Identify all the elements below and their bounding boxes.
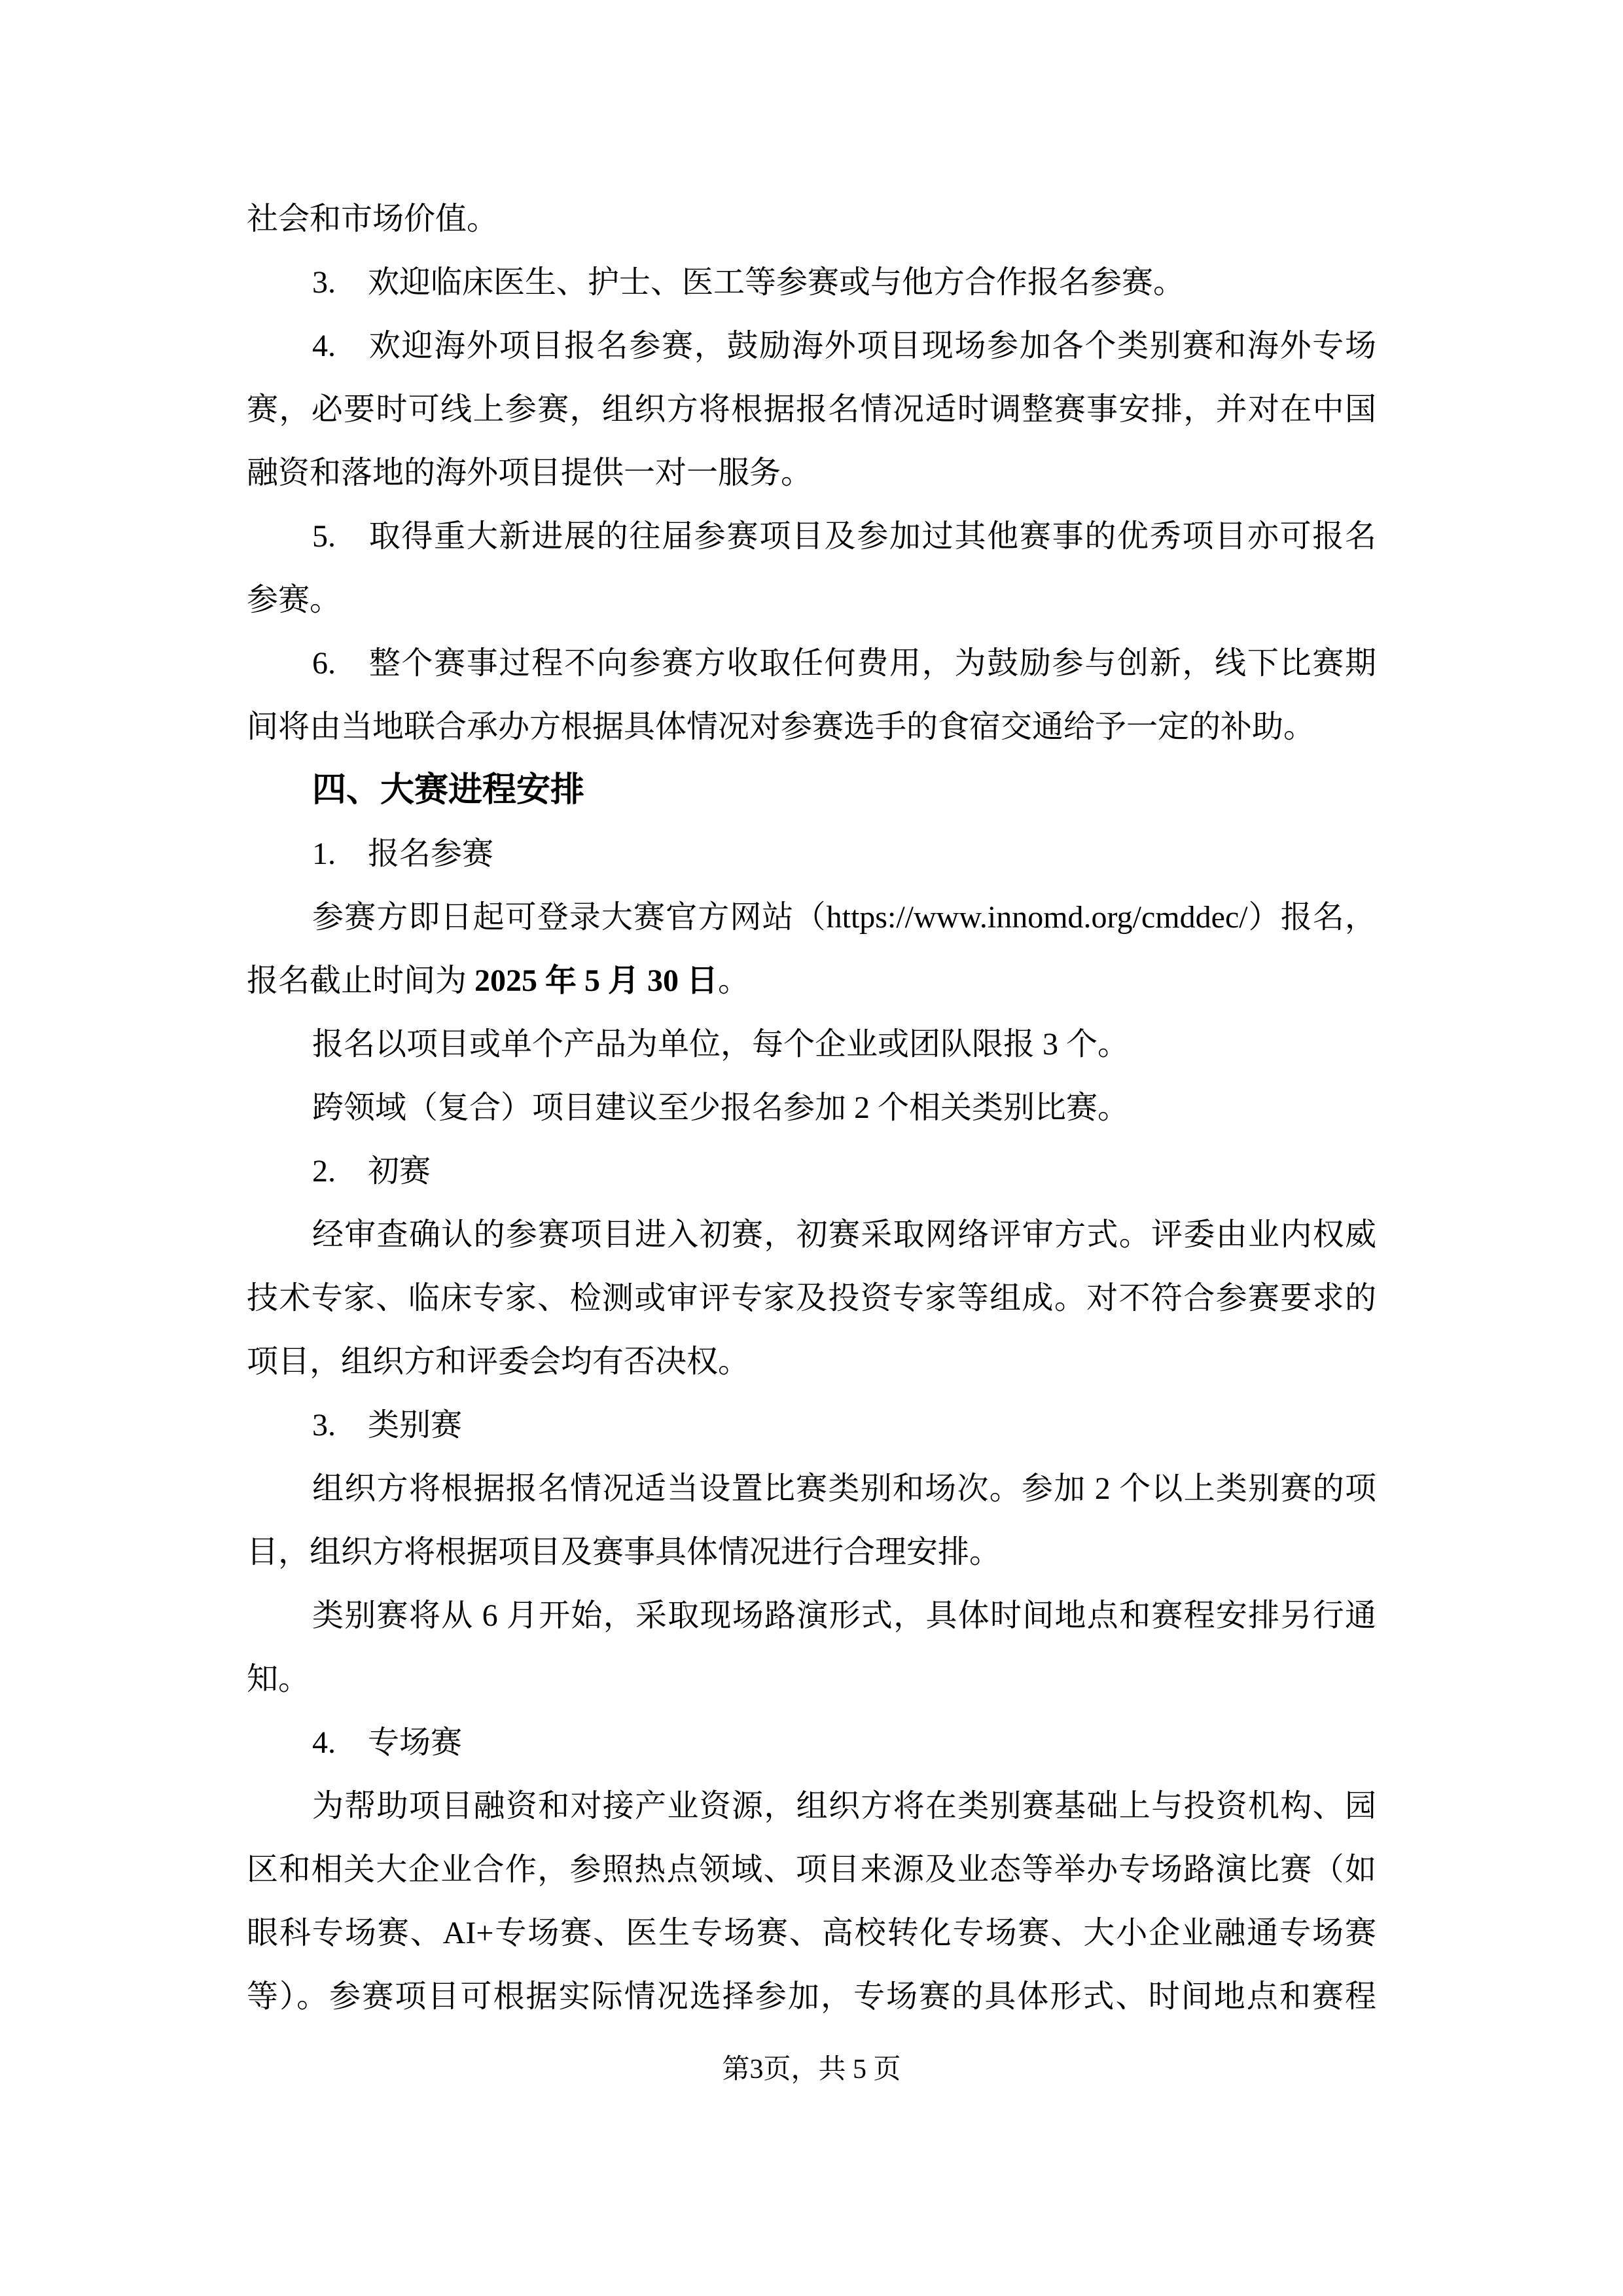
text-line (247, 949, 1376, 1013)
page-footer (0, 2052, 1623, 2088)
text-run: 欢迎海外项目报名参赛，鼓励海外项目现场参加各个类别赛和海外专场 (368, 329, 1376, 363)
text-run: 组织方将根据报名情况适当设置比赛类别和场次。参加 2 个以上类别赛的项 (312, 1471, 1376, 1506)
text-line (247, 1203, 1376, 1266)
text-run: 。 (718, 963, 750, 998)
page-number: 第3页，共 5 页 (722, 2054, 901, 2085)
text-run: 报名以项目或单个产品为单位，每个企业或团队限报 3 个。 (312, 1027, 1130, 1062)
text-run: 间将由当地联合承办方根据具体情况对参赛选手的食宿交通给予一定的补助。 (247, 709, 1315, 744)
text-run: 经审查确认的参赛项目进入初赛，初赛采取网络评审方式。评委由业内权威 (312, 1217, 1376, 1252)
text-run: 参赛。 (247, 583, 342, 617)
text-run: 四、大赛进程安排 (312, 771, 585, 809)
text-line (247, 1520, 1376, 1584)
text-line (247, 886, 1376, 949)
text-run: 目，组织方将根据项目及赛事具体情况进行合理安排。 (247, 1535, 1001, 1570)
list-number: 5. (312, 519, 336, 554)
list-item-line (247, 1393, 1376, 1457)
list-item-line (247, 822, 1376, 886)
text-line (247, 695, 1376, 759)
text-line (247, 1965, 1376, 2028)
text-line (247, 1076, 1376, 1139)
text-line (247, 187, 1376, 251)
text-run: 初赛 (368, 1154, 431, 1189)
document-body (247, 187, 1376, 2028)
text-run: 等）。参赛项目可根据实际情况选择参加，专场赛的具体形式、时间地点和赛程 (247, 1979, 1376, 2014)
text-line (247, 1330, 1376, 1393)
bold-text-run: 2025 年 5 月 30 日 (474, 963, 719, 998)
list-number: 4. (312, 1725, 336, 1760)
text-line (247, 1647, 1376, 1711)
list-number: 1. (312, 836, 336, 871)
text-line (247, 1584, 1376, 1647)
text-run: 融资和落地的海外项目提供一对一服务。 (247, 456, 813, 490)
text-run: 欢迎临床医生、护士、医工等参赛或与他方合作报名参赛。 (368, 265, 1185, 300)
text-line (247, 1266, 1376, 1330)
list-item-line (247, 632, 1376, 695)
text-run: 报名参赛 (368, 836, 494, 871)
text-run: 社会和市场价值。 (247, 202, 499, 236)
text-run: 跨领域（复合）项目建议至少报名参加 2 个相关类别比赛。 (312, 1090, 1130, 1125)
text-run: 类别赛 (368, 1408, 463, 1443)
text-run: 为帮助项目融资和对接产业资源，组织方将在类别赛基础上与投资机构、园 (312, 1789, 1376, 1823)
list-number: 3. (312, 1408, 336, 1443)
text-run: 眼科专场赛、AI+专场赛、医生专场赛、高校转化专场赛、大小企业融通专场赛 (247, 1916, 1376, 1950)
list-item-line (247, 314, 1376, 378)
text-run: 技术专家、临床专家、检测或审评专家及投资专家等组成。对不符合参赛要求的 (247, 1281, 1376, 1316)
list-number: 4. (312, 329, 336, 363)
text-run: 参赛方即日起可登录大赛官方网站（https://www.innomd.org/cmddec/）报名， (312, 900, 1376, 935)
list-item-line (247, 1139, 1376, 1203)
list-number: 2. (312, 1154, 336, 1189)
text-line (247, 1901, 1376, 1965)
text-run: 区和相关大企业合作，参照热点领域、项目来源及业态等举办专场路演比赛（如 (247, 1852, 1376, 1887)
text-run: 知。 (247, 1662, 310, 1696)
list-item-line (247, 1711, 1376, 1774)
text-run: 项目，组织方和评委会均有否决权。 (247, 1344, 750, 1379)
list-number: 6. (312, 646, 336, 681)
text-run: 类别赛将从 6 月开始，采取现场路演形式，具体时间地点和赛程安排另行通 (312, 1598, 1376, 1633)
text-line (247, 1457, 1376, 1520)
section-heading (247, 759, 1376, 822)
text-line (247, 1838, 1376, 1901)
list-item-line (247, 251, 1376, 314)
text-line (247, 378, 1376, 441)
text-line (247, 1774, 1376, 1838)
text-line (247, 1013, 1376, 1076)
text-run: 取得重大新进展的往届参赛项目及参加过其他赛事的优秀项目亦可报名 (368, 519, 1376, 554)
text-line (247, 568, 1376, 632)
text-run: 整个赛事过程不向参赛方收取任何费用，为鼓励参与创新，线下比赛期 (368, 646, 1376, 681)
text-run: 报名截止时间为 (247, 963, 475, 998)
text-run: 专场赛 (368, 1725, 463, 1760)
text-run: 赛，必要时可线上参赛，组织方将根据报名情况适时调整赛事安排，并对在中国 (247, 392, 1376, 427)
text-line (247, 441, 1376, 505)
list-item-line (247, 505, 1376, 568)
list-number: 3. (312, 265, 336, 300)
